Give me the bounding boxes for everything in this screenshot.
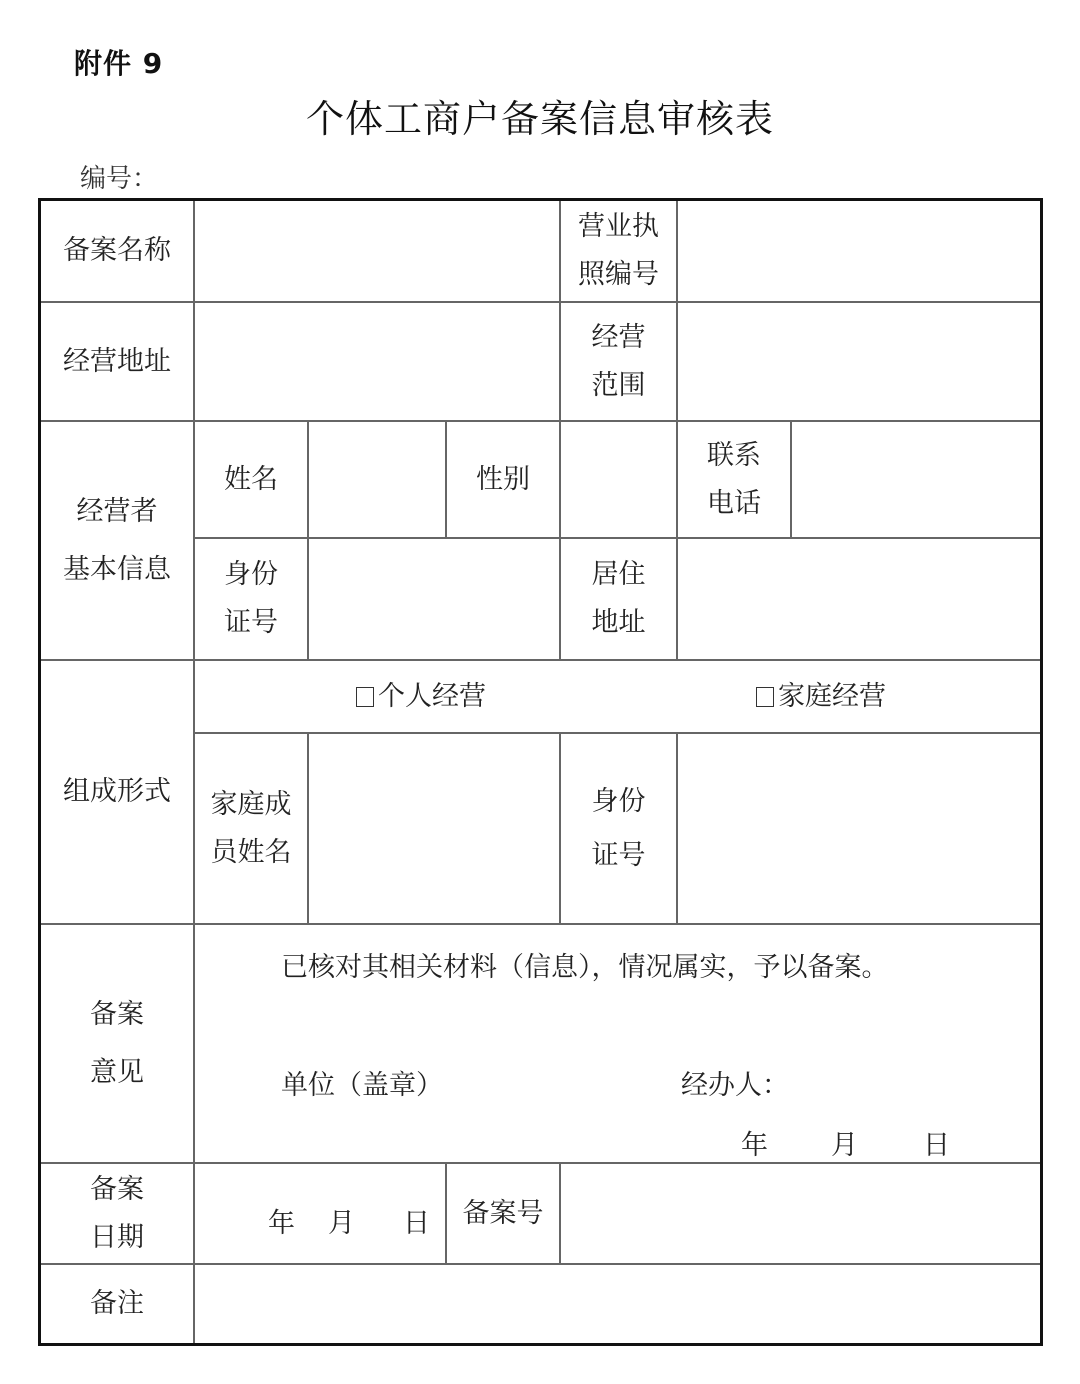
unit-seal-label: 单位（盖章） [281,1070,443,1101]
operator-name-label: 姓名 [224,463,278,495]
filing-name-label: 备案名称 [63,235,171,266]
business-scope-field[interactable] [678,303,1040,420]
attachment-label: 附件 9 [74,47,164,80]
opinion-date-year: 年 [741,1130,768,1161]
family-id-number-field[interactable] [678,734,1040,923]
option-individual[interactable]: 个人经营 [341,661,501,732]
residence-address-field[interactable] [678,539,1040,659]
filing-date-label: 备案 日期 [90,1173,144,1253]
operator-info-label: 经营者 基本信息 [63,495,171,585]
gender-label: 性别 [476,463,530,495]
composition-label: 组成形式 [63,776,171,807]
operator-name-field[interactable] [309,422,445,537]
filing-opinion-label: 备案 意见 [90,998,144,1088]
id-number-label: 身份 证号 [224,559,278,638]
filing-number-field[interactable] [561,1164,1040,1263]
opinion-date-day: 日 [923,1130,950,1161]
filing-date-year[interactable]: 年 [268,1208,295,1239]
filing-review-form [38,198,1043,1346]
filing-date-day[interactable]: 日 [403,1208,430,1239]
license-number-label: 营业执 照编号 [578,211,659,290]
family-member-name-field[interactable] [309,734,559,923]
phone-label: 联系 电话 [707,439,761,519]
remarks-field[interactable] [195,1265,1040,1343]
checkbox-family[interactable] [756,687,774,707]
residence-address-label: 居住 地址 [591,559,646,638]
page-title: 个体工商户备案信息审核表 [305,97,774,141]
family-member-name-label: 家庭成 员姓名 [210,788,292,868]
filing-name-field[interactable] [195,201,559,301]
family-id-number-label: 身份 证号 [591,785,646,871]
remarks-label: 备注 [90,1288,144,1319]
opinion-statement: 已核对其相关材料（信息），情况属实，予以备案。 [281,952,889,983]
business-scope-label: 经营 范围 [591,321,646,401]
handler-label: 经办人： [681,1070,789,1101]
gender-field[interactable] [561,422,676,537]
serial-number-label: 编号： [80,164,159,194]
id-number-field[interactable] [309,539,559,659]
business-address-field[interactable] [195,303,559,420]
option-family[interactable]: 家庭经营 [741,661,901,732]
filing-date-month[interactable]: 月 [328,1208,355,1239]
checkbox-individual[interactable] [356,687,374,707]
filing-number-label: 备案号 [462,1197,544,1229]
business-address-label: 经营地址 [63,345,171,377]
phone-field[interactable] [792,422,1040,537]
opinion-date-month: 月 [831,1130,858,1161]
license-number-field[interactable] [678,201,1040,301]
